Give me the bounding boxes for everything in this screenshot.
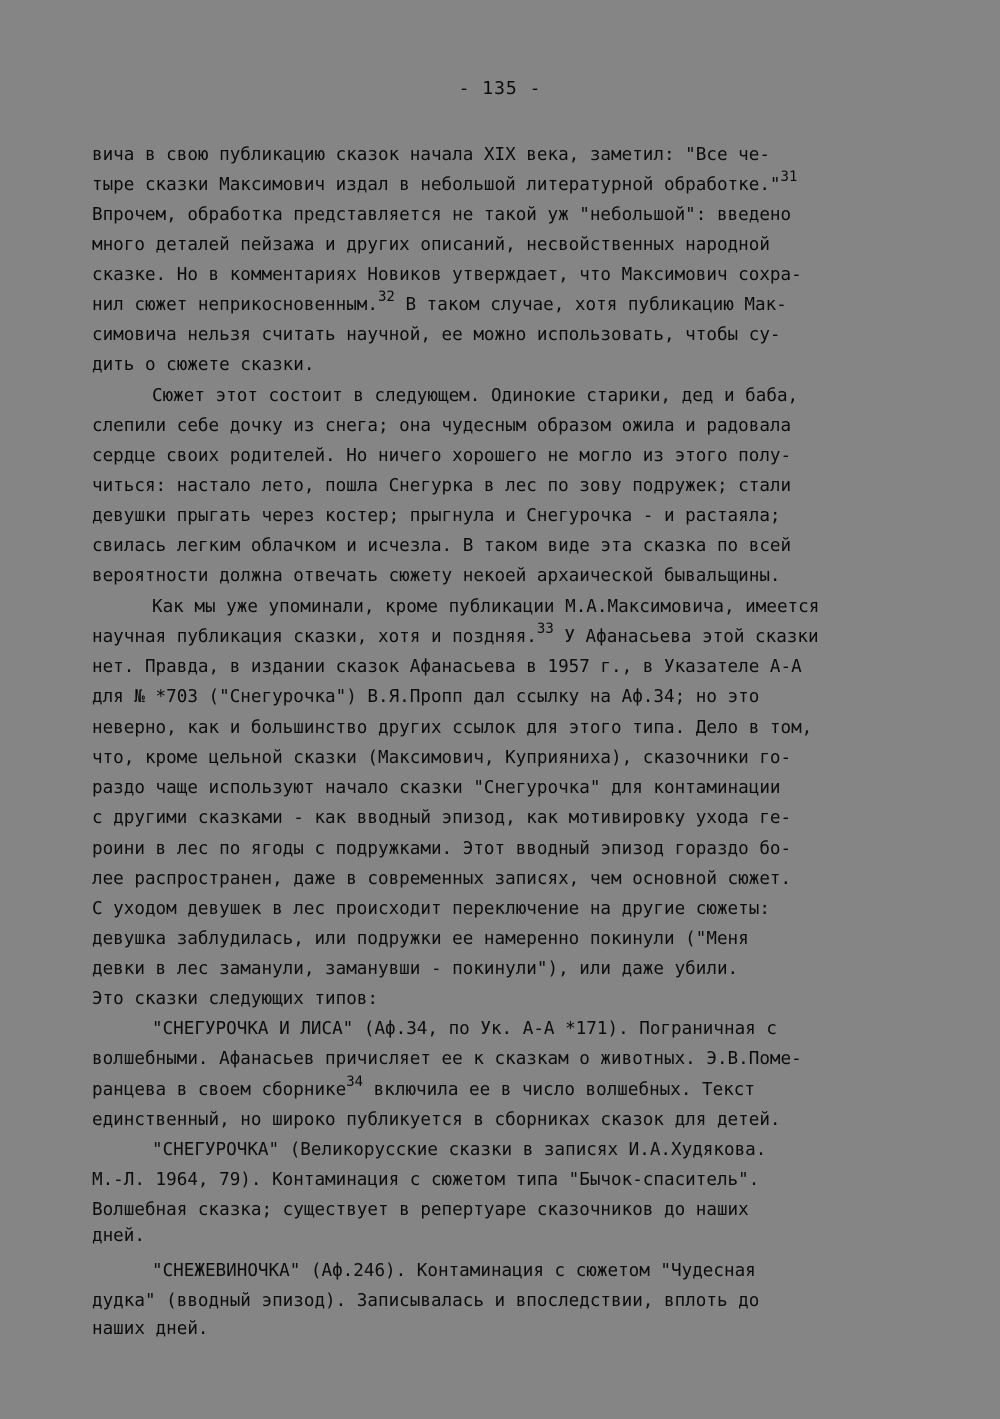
- footnote-ref: 32: [378, 289, 395, 305]
- text-line: девушки прыгать через костер; прыгнула и Снегурочка - и растаяла;: [92, 506, 781, 526]
- text-line: сказке. Но в комментариях Новиков утверждает, что Максимович сохра-: [92, 265, 802, 285]
- text-line: дудка" (вводный эпизод). Записывалась и впоследствии, вплоть до: [92, 1291, 760, 1311]
- text-line: Как мы уже упоминали, кроме публикации М.А.Максимовича, имеется: [152, 597, 820, 617]
- text-line: что, кроме цельной сказки (Максимович, Куприяниха), сказочники го-: [92, 748, 792, 768]
- text-line: наших дней.: [92, 1319, 209, 1339]
- text-line: вероятности должна отвечать сюжету некоей архаической бывальщины.: [92, 566, 781, 586]
- text-line: научная публикация сказки, хотя и поздняя.$^{33}$ У Афанасьева этой сказки: [92, 621, 819, 647]
- text-line: свилась легким облачком и исчезла. В таком виде эта сказка по всей: [92, 536, 792, 556]
- page-number: - 135 -: [458, 78, 542, 99]
- text-line: вича в свою публикацию сказок начала XIX века, заметил: "Все че-: [92, 145, 770, 165]
- text-line: тыре сказки Максимович издал в небольшой литературной обработке."$^{31}$: [92, 169, 798, 195]
- text-line: единственный, но широко публикуется в сборниках сказок для детей.: [92, 1110, 781, 1130]
- text-line: раздо чаще используют начало сказки "Снегурочка" для контаминации: [92, 778, 781, 798]
- text-line: для № *703 ("Снегурочка") В.Я.Пропп дал ссылку на Аф.34; но это: [92, 687, 760, 707]
- text-line: симовича нельзя считать научной, ее можно использовать, чтобы су-: [92, 325, 781, 345]
- text-line: ранцева в своем сборнике$^{34}$ включила ее в число волшебных. Текст: [92, 1074, 755, 1100]
- text-line: Волшебная сказка; существует в репертуаре сказочников до наших: [92, 1200, 749, 1220]
- text-line: Это сказки следующих типов:: [92, 989, 378, 1009]
- text-line: Сюжет этот состоит в следующем. Одинокие старики, дед и баба,: [152, 386, 799, 406]
- text-line: лее распространен, даже в современных записях, чем основной сюжет.: [92, 869, 792, 889]
- text-line: дить о сюжете сказки.: [92, 355, 315, 375]
- text-line: слепили себе дочку из снега; она чудесным образом ожила и радовала: [92, 416, 792, 436]
- text-line: неверно, как и большинство других ссылок для этого типа. Дело в том,: [92, 718, 813, 738]
- text-line: М.-Л. 1964, 79). Контаминация с сюжетом типа "Бычок-спаситель".: [92, 1170, 760, 1190]
- footnote-ref: 34: [346, 1074, 364, 1090]
- text-line: читься: настало лето, пошла Снегурка в лес по зову подружек; стали: [92, 476, 792, 496]
- text-line: С уходом девушек в лес происходит переключение на другие сюжеты:: [92, 899, 770, 919]
- text-line: нет. Правда, в издании сказок Афанасьева в 1957 г., в Указателе А-А: [92, 657, 802, 677]
- footnote-ref: 31: [780, 169, 798, 185]
- text-line: "СНЕЖЕВИНОЧКА" (Аф.246). Контаминация с сюжетом "Чудесная: [152, 1261, 756, 1281]
- text-line: с другими сказками - как вводный эпизод, как мотивировку ухода ге-: [92, 808, 792, 828]
- footnote-ref: 33: [536, 621, 554, 637]
- text-line: Впрочем, обработка представляется не такой уж "небольшой": введено: [92, 205, 792, 225]
- text-line: дней.: [92, 1226, 145, 1246]
- text-line: сердце своих родителей. Но ничего хорошего не могло из этого полу-: [92, 446, 792, 466]
- text-line: "СНЕГУРОЧКА" (Великорусские сказки в записях И.А.Худякова.: [152, 1140, 767, 1160]
- text-line: волшебными. Афанасьев причисляет ее к сказкам о животных. Э.В.Поме-: [92, 1049, 802, 1069]
- text-line: роини в лес по ягоды с подружками. Этот вводный эпизод гораздо бо-: [92, 839, 792, 859]
- text-line: девушка заблудилась, или подружки ее намеренно покинули ("Меня: [92, 929, 749, 949]
- text-line: девки в лес заманули, заманувши - покинули"), или даже убили.: [92, 959, 739, 979]
- text-line: нил сюжет неприкосновенным.$^{32}$ В таком случае, хотя публикацию Мак-: [92, 289, 787, 315]
- text-line: "СНЕГУРОЧКА И ЛИСА" (Аф.34, по Ук. А-А *171). Пограничная с: [152, 1019, 777, 1039]
- text-line: много деталей пейзажа и других описаний, несвойственных народной: [92, 235, 770, 255]
